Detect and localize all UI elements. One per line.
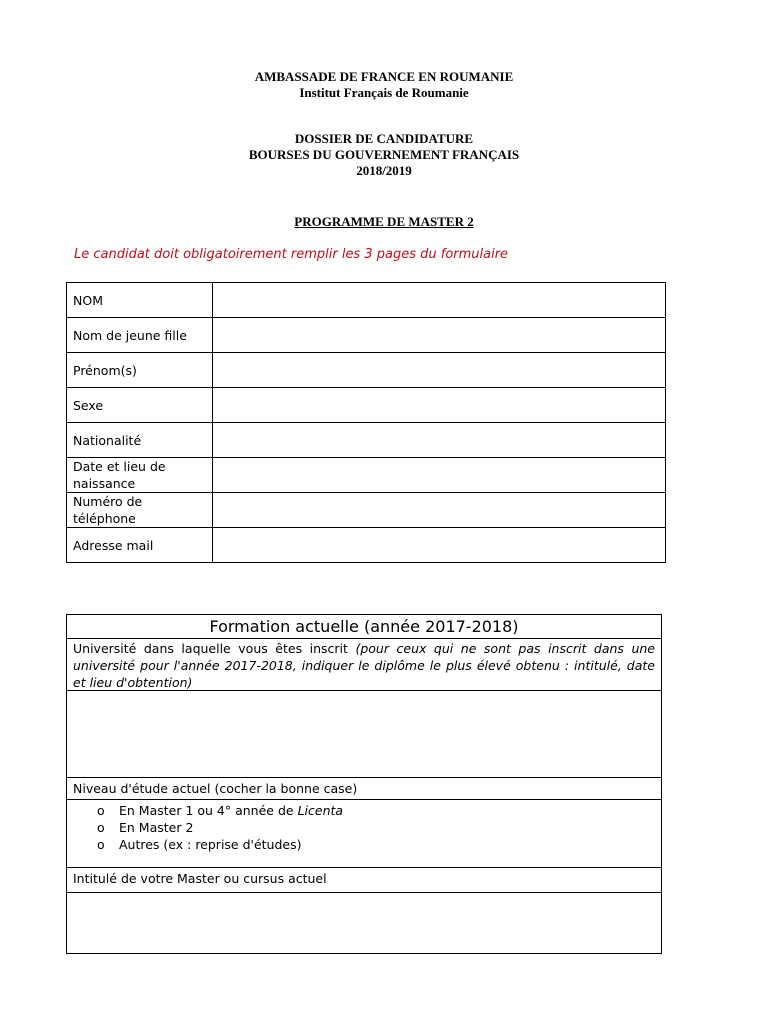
nom-field[interactable] — [213, 283, 666, 318]
row-label: Nationalité — [67, 423, 213, 458]
option-autres[interactable] — [67, 836, 661, 853]
table-row — [67, 493, 666, 528]
table-row — [67, 283, 666, 318]
year-title: 2018/2019 — [356, 163, 412, 178]
identity-table — [66, 282, 666, 563]
option-label: En Master 2 — [119, 820, 194, 835]
option-label: Autres (ex : reprise d'études) — [119, 837, 302, 852]
row-label: Adresse mail — [67, 528, 213, 563]
intitule-field[interactable] — [67, 893, 661, 952]
nom-jeune-fille-field[interactable] — [213, 318, 666, 353]
sexe-field[interactable] — [213, 388, 666, 423]
formation-table — [66, 614, 662, 954]
institute-title: Institut Français de Roumanie — [299, 85, 469, 100]
row-label: Date et lieu de naissance — [67, 458, 213, 493]
mandatory-notice: Le candidat doit obligatoirement remplir les 3 pages du formulaire — [74, 247, 509, 262]
programme-title: PROGRAMME DE MASTER 2 — [294, 214, 474, 229]
embassy-title: AMBASSADE DE FRANCE EN ROUMANIE — [254, 69, 514, 84]
dossier-title: DOSSIER DE CANDIDATURE — [294, 131, 474, 146]
niveau-label: Niveau d'étude actuel (cocher la bonne case) — [67, 777, 661, 800]
university-label-text: Université dans laquelle vous êtes inscrit — [73, 641, 348, 656]
row-label: Nom de jeune fille — [67, 318, 213, 353]
checkbox-bullet[interactable]: o — [97, 837, 105, 852]
university-label — [67, 638, 661, 691]
row-label: Prénom(s) — [67, 353, 213, 388]
checkbox-bullet[interactable]: o — [97, 820, 105, 835]
table-row — [67, 353, 666, 388]
university-hint: (pour ceux qui ne sont pas inscrit dans une université pour l'année 2017-2018, indiquer le diplôme le plus élevé obtenu : intitulé, date et lieu d'obtention) — [73, 641, 655, 690]
option-master1[interactable] — [67, 802, 661, 819]
checkbox-bullet[interactable]: o — [97, 803, 105, 818]
date-lieu-naissance-field[interactable] — [213, 458, 666, 493]
niveau-options — [67, 800, 661, 868]
email-field[interactable] — [213, 528, 666, 563]
telephone-field[interactable] — [213, 493, 666, 528]
intitule-label: Intitulé de votre Master ou cursus actuel — [67, 868, 661, 893]
prenom-field[interactable] — [213, 353, 666, 388]
formation-title: Formation actuelle (année 2017-2018) — [67, 615, 661, 639]
table-row — [67, 423, 666, 458]
bourses-title: BOURSES DU GOUVERNEMENT FRANÇAIS — [248, 147, 520, 162]
option-label: En Master 1 ou 4° année de Licenta — [119, 803, 344, 818]
nationalite-field[interactable] — [213, 423, 666, 458]
row-label: NOM — [67, 283, 213, 318]
table-row — [67, 458, 666, 493]
table-row — [67, 318, 666, 353]
university-field[interactable] — [67, 691, 661, 778]
table-row — [67, 528, 666, 563]
row-label: Numéro de téléphone — [67, 493, 213, 528]
table-row — [67, 388, 666, 423]
option-master2[interactable] — [67, 819, 661, 836]
row-label: Sexe — [67, 388, 213, 423]
